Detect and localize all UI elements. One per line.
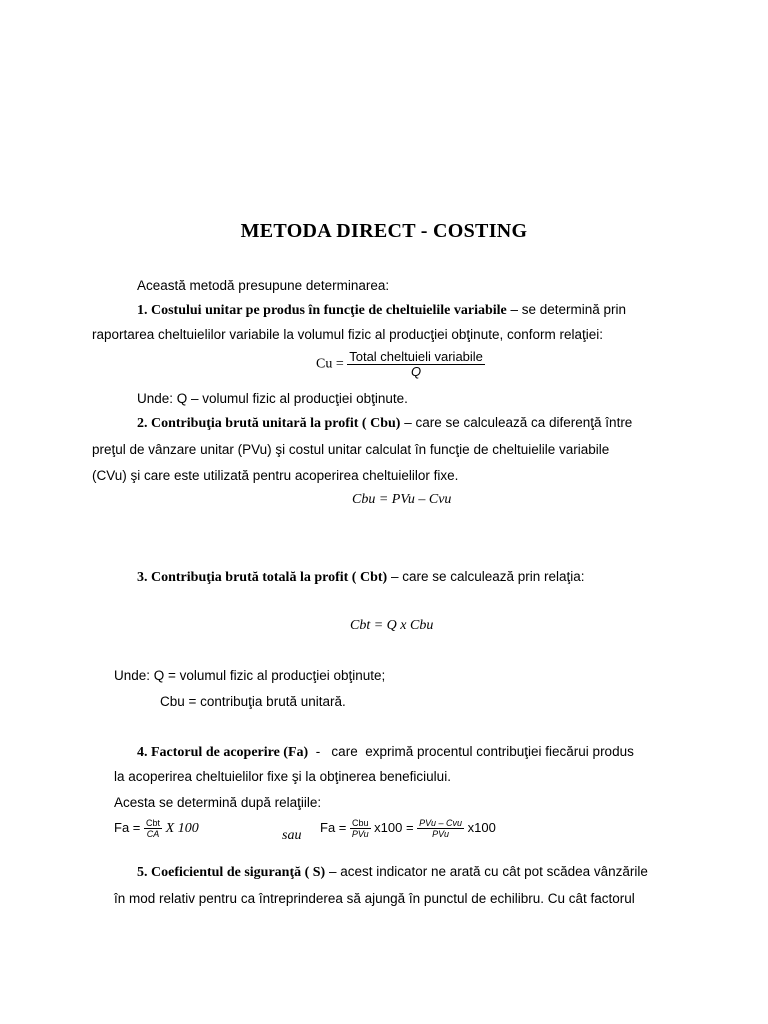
cu-fraction-denominator: Q	[411, 364, 422, 379]
fa2-fraction	[350, 818, 371, 839]
intro-text: Această metodă presupune determinarea:	[137, 278, 390, 293]
fa-formula-2	[320, 818, 496, 839]
section-2-line-2: preţul de vânzare unitar (PVu) şi costul unitar calculat în funcţie de cheltuielile variabile	[92, 442, 610, 457]
section-5-heading: 5. Coeficientul de siguranţă ( S)	[137, 865, 326, 880]
section-4-line-1	[137, 744, 634, 761]
section-1-unde: Unde: Q – volumul fizic al producţiei obţinute.	[137, 391, 408, 406]
fa2-lhs: Fa =	[320, 819, 347, 835]
fa-formula-1	[114, 818, 199, 839]
fa3-tail: x100	[467, 819, 496, 835]
page-title: METODA DIRECT - COSTING	[240, 220, 528, 242]
fa3-fraction	[417, 818, 464, 839]
cu-formula	[316, 350, 485, 379]
fa1-lhs: Fa =	[114, 819, 141, 835]
section-3-unde-2: Cbu = contribuţia brută unitară.	[160, 694, 346, 709]
fa3-denominator: PVu	[432, 829, 450, 839]
fa1-denominator: CA	[146, 829, 160, 839]
section-5-line-2: în mod relativ pentru ca întreprinderea să ajungă în punctul de echilibru. Cu cât factorul	[114, 891, 635, 906]
section-1-line-1	[137, 302, 675, 319]
section-3-heading: 3. Contribuţia brută totală la profit ( Cbt)	[137, 570, 388, 585]
fa3-numerator: PVu – Cvu	[419, 818, 463, 828]
section-1-heading: 1. Costului unitar pe produs în funcţie de cheltuielile variabile	[137, 303, 507, 318]
section-3-unde-1: Unde: Q = volumul fizic al producţiei obţinute;	[114, 668, 386, 683]
section-3-rest: – care se calculează prin relaţia:	[387, 569, 585, 584]
cbt-formula: Cbt = Q x Cbu	[350, 618, 434, 633]
fa1-tail: X 100	[165, 820, 199, 836]
section-1-rest: – se determină prin	[506, 302, 627, 317]
fa1-fraction	[144, 818, 162, 839]
section-3-line-1	[137, 569, 585, 586]
section-2-line-3: (CVu) şi care este utilizată pentru acoperirea cheltuielilor fixe.	[92, 468, 459, 483]
section-1-line-2: raportarea cheltuielilor variabile la volumul fizic al producţiei obţinute, conform relaţiei:	[92, 327, 603, 342]
section-2-rest: – care se calculează ca diferenţă între	[400, 415, 633, 430]
fa2-mid: x100 =	[374, 819, 414, 835]
cu-fraction	[347, 350, 485, 379]
section-2-heading: 2. Contribuţia brută unitară la profit ( Cbu)	[137, 416, 401, 431]
section-4-line-3: Acesta se determină după relaţiile:	[114, 795, 322, 810]
section-4-rest: - care exprimă procentul contribuţiei fiecărui produs	[308, 744, 634, 759]
sau-text: sau	[282, 828, 302, 843]
section-4-line-2: la acoperirea cheltuielilor fixe şi la obţinerea beneficiului.	[114, 769, 451, 784]
fa2-numerator: Cbu	[352, 818, 369, 828]
cu-formula-lhs: Cu =	[316, 356, 344, 372]
section-5-line-1	[137, 864, 648, 881]
cu-fraction-numerator: Total cheltuieli variabile	[349, 349, 483, 364]
section-4-heading: 4. Factorul de acoperire (Fa)	[137, 745, 309, 760]
fa2-denominator: PVu	[351, 829, 369, 839]
section-5-rest: – acest indicator ne arată cu cât pot scădea vânzările	[325, 864, 648, 879]
fa1-numerator: Cbt	[146, 818, 161, 828]
cbu-formula: Cbu = PVu – Cvu	[352, 492, 452, 507]
section-2-line-1	[137, 415, 632, 432]
